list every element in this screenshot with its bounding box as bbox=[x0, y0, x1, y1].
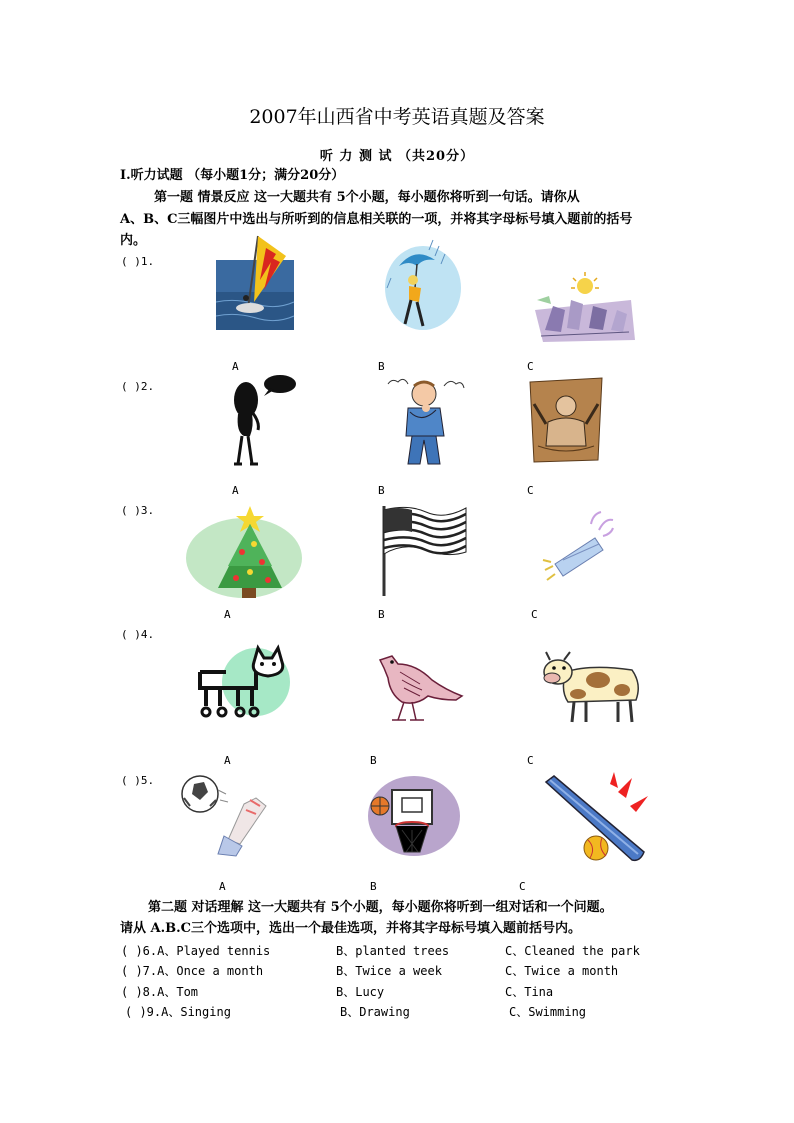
part1-instruction-line2: A、B、C三幅图片中选出与所听到的信息相关联的一项，并将其字母标号填入题前的括号 bbox=[120, 212, 633, 227]
question-8-option-a: ( )8.A、Tom bbox=[121, 985, 199, 999]
part1-instruction-line1: 第一题 情景反应 这一大题共有 5个小题，每小题你将听到一句话。请你从 bbox=[154, 190, 580, 205]
option-c-label: C bbox=[527, 484, 534, 497]
question-9-option-b: B、Drawing bbox=[340, 1005, 410, 1019]
sailboat-icon bbox=[216, 232, 294, 332]
option-b-label: B bbox=[378, 484, 385, 497]
option-b-label: B bbox=[378, 360, 385, 373]
bird-icon bbox=[376, 650, 464, 726]
question-6-option-c: C、Cleaned the park bbox=[505, 944, 640, 958]
question-label: ( )3. bbox=[121, 504, 155, 517]
part2-instruction-line2: 请从 A.B.C三个选项中，选出一个最佳选项，并将其字母标号填入题前括号内。 bbox=[120, 921, 581, 936]
basketball-hoop-icon bbox=[362, 772, 460, 860]
cat-icon bbox=[196, 642, 294, 722]
question-9-option-c: C、Swimming bbox=[509, 1005, 587, 1019]
question-label: ( )1. bbox=[121, 255, 155, 268]
section-heading: I.听力试题 （每小题1分；满分20分） bbox=[120, 168, 345, 183]
section-subtitle: 听 力 测 试 （共20分） bbox=[319, 149, 475, 164]
question-9-option-a: ( )9.A、Singing bbox=[125, 1005, 231, 1019]
cow-icon bbox=[540, 650, 644, 726]
option-c-label: C bbox=[527, 754, 534, 767]
firecracker-icon bbox=[541, 510, 615, 586]
option-b-label: B bbox=[378, 608, 385, 621]
part2-instruction-line1: 第二题 对话理解 这一大题共有 5个小题，每小题你将听到一组对话和一个问题。 bbox=[148, 900, 613, 915]
question-label: ( )4. bbox=[121, 628, 155, 641]
page-title: 2007年山西省中考英语真题及答案 bbox=[249, 106, 545, 128]
question-label: ( )2. bbox=[121, 380, 155, 393]
question-6-option-b: B、planted trees bbox=[336, 944, 450, 958]
sick-person-icon bbox=[224, 372, 298, 468]
part1-instruction-line3: 内。 bbox=[120, 233, 147, 248]
baseball-bat-icon bbox=[540, 772, 652, 868]
option-a-label: A bbox=[224, 608, 231, 621]
option-c-label: C bbox=[531, 608, 538, 621]
option-a-label: A bbox=[232, 484, 239, 497]
question-6-option-a: ( )6.A、Played tennis bbox=[121, 944, 271, 958]
option-c-label: C bbox=[527, 360, 534, 373]
question-7-option-c: C、Twice a month bbox=[505, 964, 619, 978]
poster-man-icon bbox=[526, 376, 606, 464]
sunny-city-icon bbox=[531, 270, 637, 342]
option-a-label: A bbox=[224, 754, 231, 767]
christmas-tree-icon bbox=[184, 502, 304, 600]
question-8-option-b: B、Lucy bbox=[336, 985, 385, 999]
cold-man-icon bbox=[382, 374, 470, 468]
umbrella-rain-icon bbox=[379, 236, 461, 332]
option-c-label: C bbox=[519, 880, 526, 893]
question-8-option-c: C、Tina bbox=[505, 985, 554, 999]
question-7-option-b: B、Twice a week bbox=[336, 964, 442, 978]
question-7-option-a: ( )7.A、Once a month bbox=[121, 964, 264, 978]
option-a-label: A bbox=[219, 880, 226, 893]
soccer-icon bbox=[180, 770, 274, 860]
option-b-label: B bbox=[370, 754, 377, 767]
american-flag-icon bbox=[378, 502, 468, 598]
question-label: ( )5. bbox=[121, 774, 155, 787]
option-a-label: A bbox=[232, 360, 239, 373]
option-b-label: B bbox=[370, 880, 377, 893]
